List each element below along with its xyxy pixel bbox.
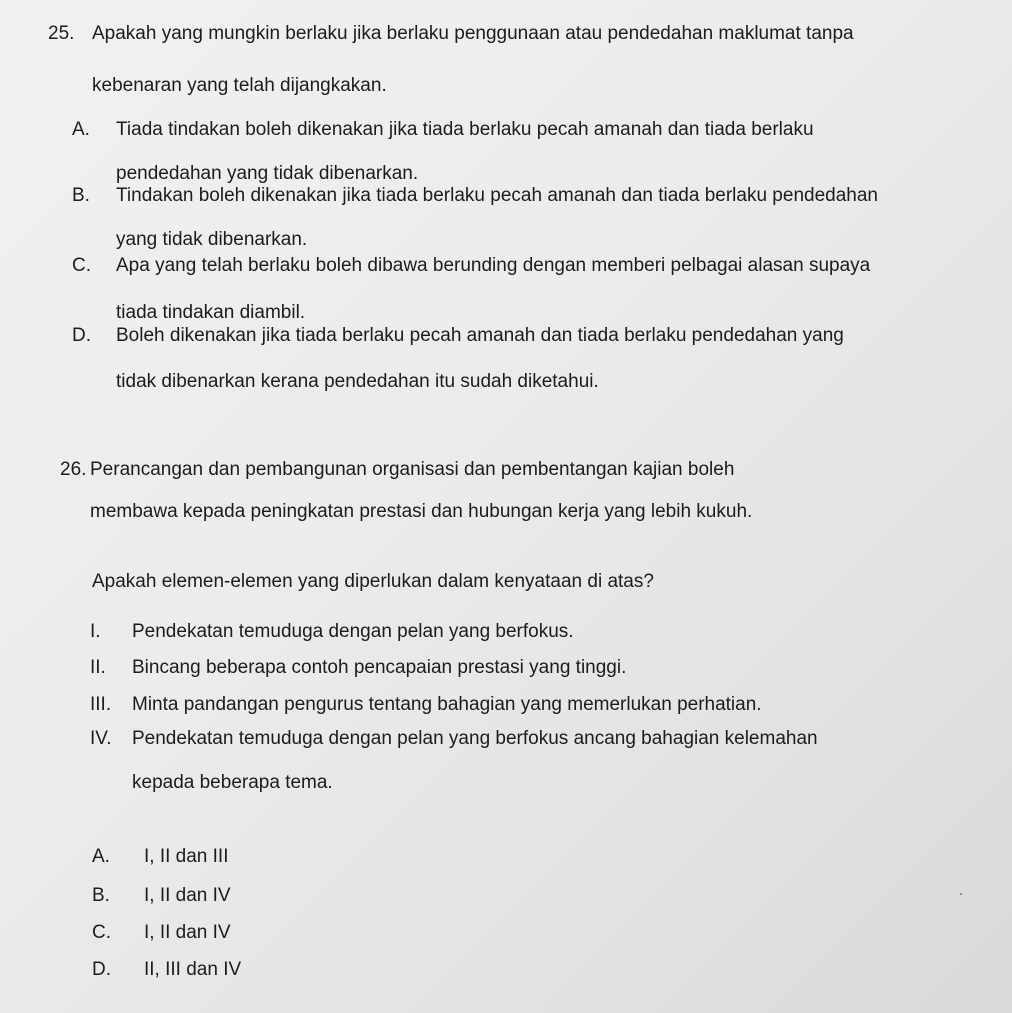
question-25-option-d-line-1: Boleh dikenakan jika tiada berlaku pecah amanah dan tiada berlaku pendedahan yang bbox=[116, 325, 844, 346]
question-25-option-a-letter: A. bbox=[72, 119, 90, 140]
question-26-option-a-text: I, II dan III bbox=[144, 846, 229, 867]
question-25-option-b-line-2: yang tidak dibenarkan. bbox=[116, 229, 308, 250]
question-26-stem-line-1: Perancangan dan pembangunan organisasi dan pembentangan kajian boleh bbox=[90, 459, 735, 480]
statement-2-text: Bincang beberapa contoh pencapaian prestasi yang tinggi. bbox=[132, 657, 627, 678]
question-25-option-a-line-1: Tiada tindakan boleh dikenakan jika tiada berlaku pecah amanah dan tiada berlaku bbox=[116, 119, 814, 140]
question-25-option-b-letter: B. bbox=[72, 185, 90, 206]
paper-speck bbox=[960, 893, 962, 895]
question-26-stem-line-2: membawa kepada peningkatan prestasi dan hubungan kerja yang lebih kukuh. bbox=[90, 501, 753, 522]
question-25-option-d-line-2: tidak dibenarkan kerana pendedahan itu sudah diketahui. bbox=[116, 371, 599, 392]
question-26-option-a-letter: A. bbox=[92, 846, 110, 867]
statement-3-text: Minta pandangan pengurus tentang bahagian yang memerlukan perhatian. bbox=[132, 694, 762, 715]
statement-4-numeral: IV. bbox=[90, 728, 112, 749]
question-25-option-d-letter: D. bbox=[72, 325, 91, 346]
question-26-prompt: Apakah elemen-elemen yang diperlukan dalam kenyataan di atas? bbox=[92, 571, 654, 592]
question-25-option-c-letter: C. bbox=[72, 255, 91, 276]
statement-4-line-2: kepada beberapa tema. bbox=[132, 772, 333, 793]
statement-1-text: Pendekatan temuduga dengan pelan yang berfokus. bbox=[132, 621, 574, 642]
statement-1-numeral: I. bbox=[90, 621, 101, 642]
question-25-number: 25. bbox=[48, 23, 75, 44]
question-26-option-b-text: I, II dan IV bbox=[144, 885, 231, 906]
question-25-stem-line-1: Apakah yang mungkin berlaku jika berlaku penggunaan atau pendedahan maklumat tanpa bbox=[92, 23, 854, 44]
statement-4-line-1: Pendekatan temuduga dengan pelan yang berfokus ancang bahagian kelemahan bbox=[132, 728, 818, 749]
question-26-option-b-letter: B. bbox=[92, 885, 110, 906]
question-25-stem-line-2: kebenaran yang telah dijangkakan. bbox=[92, 75, 387, 96]
question-25-option-c-line-1: Apa yang telah berlaku boleh dibawa berunding dengan memberi pelbagai alasan supaya bbox=[116, 255, 871, 276]
question-26-option-d-letter: D. bbox=[92, 959, 111, 980]
question-26-option-d-text: II, III dan IV bbox=[144, 959, 242, 980]
question-25-option-c-line-2: tiada tindakan diambil. bbox=[116, 302, 306, 323]
question-25-option-b-line-1: Tindakan boleh dikenakan jika tiada berlaku pecah amanah dan tiada berlaku pendedahan bbox=[116, 185, 878, 206]
question-26-option-c-text: I, II dan IV bbox=[144, 922, 231, 943]
statement-2-numeral: II. bbox=[90, 657, 106, 678]
question-25-option-a-line-2: pendedahan yang tidak dibenarkan. bbox=[116, 163, 419, 184]
statement-3-numeral: III. bbox=[90, 694, 112, 715]
question-26-number: 26. bbox=[60, 459, 87, 480]
question-26-option-c-letter: C. bbox=[92, 922, 111, 943]
